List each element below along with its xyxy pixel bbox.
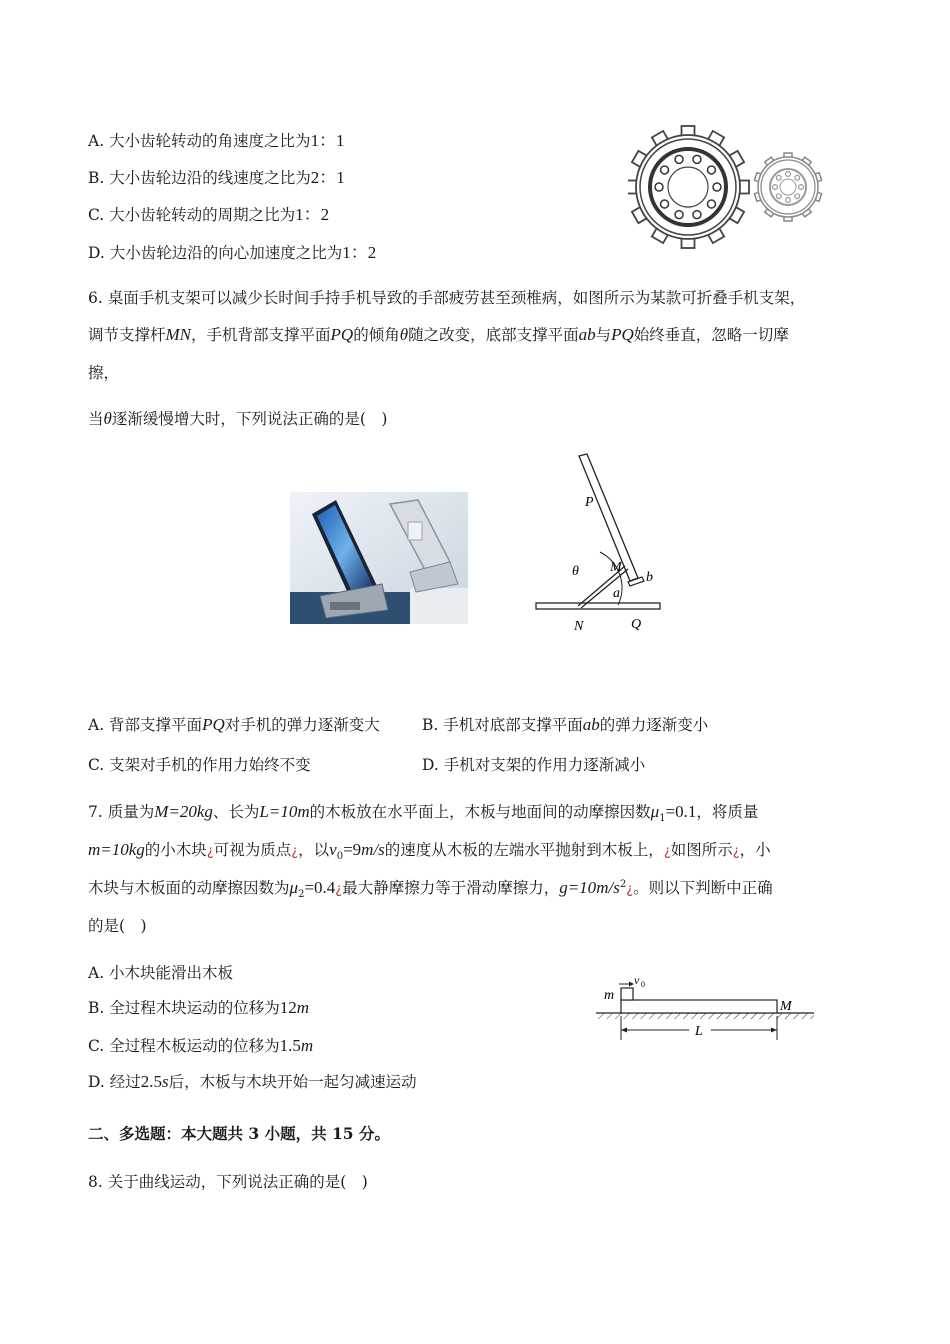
label-Q: Q <box>631 617 642 632</box>
gear-hole <box>799 185 804 190</box>
gear-hole <box>776 194 781 199</box>
gear-hole <box>707 166 715 174</box>
gear-hole <box>795 194 800 199</box>
q6-stem-line1: 6. 桌面手机支架可以减少长时间手持手机导致的手部疲劳甚至颈椎病，如图所示为某款可折叠手机支架， <box>88 289 806 307</box>
label-N: N <box>574 619 584 634</box>
label-M-board: M <box>780 999 792 1014</box>
q6-stem-line4: 当θ逐渐缓慢增大时，下列说法正确的是( ) <box>88 409 388 428</box>
section-header: 二、多选题：本大题共 3 小题，共 15 分。 <box>88 1124 390 1143</box>
q7-stem-line3: 木块与木板面的动摩擦因数为$\mu_2=0.4¿$最大静摩擦力等于滑动摩擦力，$g=10m/s^2¿$。则以下判断中正确 <box>88 878 773 901</box>
label-L: L <box>695 1024 703 1039</box>
q7-stem-line2: m=10kg的小木块¿可视为质点¿，以$v_0=9m/s$的速度从木板的左端水平抛射到木板上，¿如图所示¿，小 <box>88 840 771 863</box>
label-v0: v <box>634 973 640 987</box>
gear-hole <box>713 183 721 191</box>
q7-option-c: C. 全过程木板运动的位移为1.5m <box>88 1036 314 1055</box>
q8-stem: 8. 关于曲线运动，下列说法正确的是( ) <box>88 1173 368 1191</box>
gear-hole <box>786 172 791 177</box>
small-gear-icon <box>754 153 821 221</box>
label-v0-sub: 0 <box>641 980 645 989</box>
q5-option-a: A. 大小齿轮转动的角速度之比为1：1 <box>88 131 345 150</box>
q6-option-c: C. 支架对手机的作用力始终不变 <box>88 756 311 774</box>
q6-option-d: D. 手机对支架的作用力逐渐减小 <box>422 756 646 774</box>
gear-hole <box>675 211 683 219</box>
gear-hole <box>655 183 663 191</box>
q7-stem-line1: 7. 质量为M=20kg、长为L=10m的木板放在水平面上，木板与地面间的动摩擦因数$\mu_1=0.1$，将质量 <box>88 802 759 825</box>
q7-option-a: A. 小木块能滑出木板 <box>88 964 234 982</box>
phone-stand-photo <box>290 492 468 624</box>
label-M: M <box>610 560 622 575</box>
q6-stem-line2: 调节支撑杆MN，手机背部支撑平面PQ的倾角θ随之改变，底部支撑平面ab与PQ始终垂直，忽略一切摩 <box>88 325 789 344</box>
q7-stem-line4: 的是( ) <box>88 917 147 935</box>
q5-option-d: D. 大小齿轮边沿的向心加速度之比为1：2 <box>88 243 377 262</box>
gear-hole <box>707 200 715 208</box>
board-block-diagram <box>594 972 824 1044</box>
q6-option-a: A. 背部支撑平面PQ对手机的弹力逐渐变大 <box>88 715 380 734</box>
label-b: b <box>646 570 653 585</box>
q5-option-b: B. 大小齿轮边沿的线速度之比为2：1 <box>88 168 345 187</box>
gear-hole <box>795 175 800 180</box>
gear-hole <box>693 155 701 163</box>
gear-hole <box>675 155 683 163</box>
q6-option-b: B. 手机对底部支撑平面ab的弹力逐渐变小 <box>422 715 709 734</box>
big-gear-icon <box>628 126 749 248</box>
label-P: P <box>585 495 594 510</box>
q5-option-c: C. 大小齿轮转动的周期之比为1：2 <box>88 205 330 224</box>
q6-stem-line3: 擦， <box>88 364 120 382</box>
gear-hole <box>661 166 669 174</box>
gear-hole <box>693 211 701 219</box>
label-theta: θ <box>572 564 579 579</box>
gears-figure <box>628 123 848 251</box>
gear-hole <box>661 200 669 208</box>
label-m: m <box>604 988 615 1003</box>
gear-hole <box>773 185 778 190</box>
gear-hole <box>786 198 791 203</box>
q7-option-b: B. 全过程木块运动的位移为12m <box>88 998 310 1017</box>
q7-option-d: D. 经过2.5s后，木板与木块开始一起匀减速运动 <box>88 1072 417 1091</box>
phone-stand-diagram <box>530 450 670 635</box>
label-a: a <box>613 586 620 601</box>
gear-hole <box>776 175 781 180</box>
